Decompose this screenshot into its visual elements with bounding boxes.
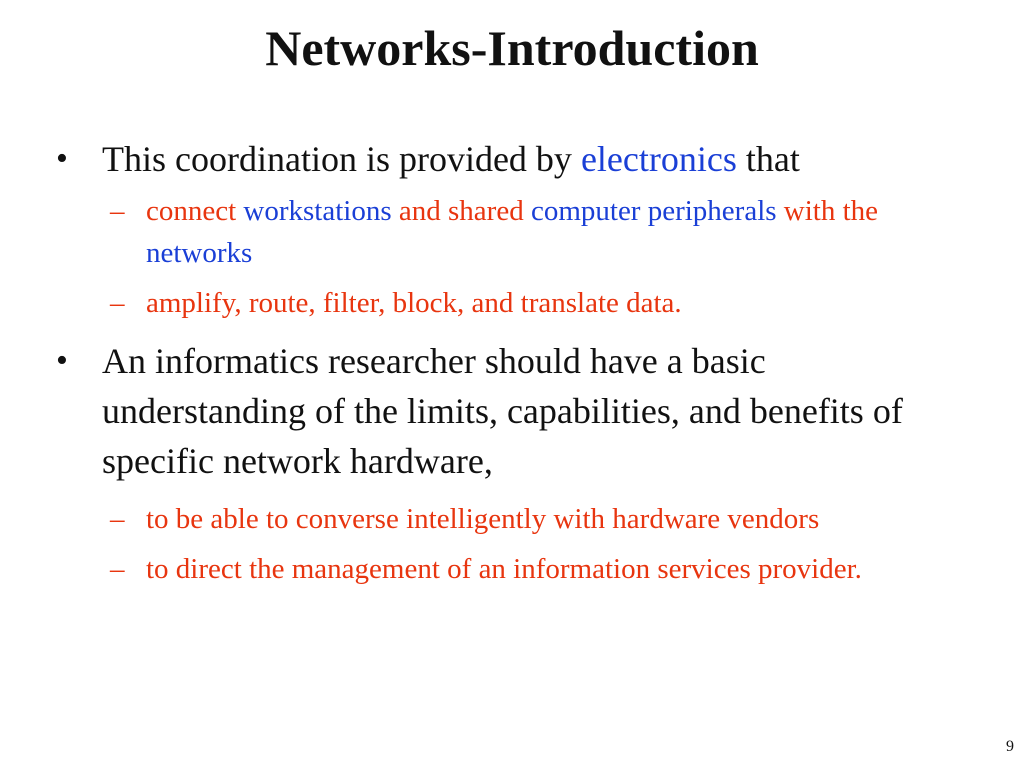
sub-bullet-text: to direct the management of an information services provider. xyxy=(146,553,862,585)
sub-bullet-segment: connect xyxy=(146,195,244,227)
sub-bullet-highlight-segment: workstations xyxy=(243,195,392,227)
sub-bullet-segment: with the xyxy=(776,195,879,227)
sub-bullet-item xyxy=(56,190,936,274)
sub-bullet-marker: – xyxy=(110,503,125,535)
bullet-marker: • xyxy=(56,342,68,379)
sub-bullet-text: amplify, route, filter, block, and translate data. xyxy=(146,287,682,319)
slide-title: Networks-Introduction xyxy=(265,20,759,76)
bullet-text-segment: that xyxy=(736,139,800,179)
sub-bullet-marker: – xyxy=(110,287,125,319)
sub-bullet-highlight-segment: computer peripherals xyxy=(530,195,777,227)
sub-bullet-item xyxy=(56,548,936,590)
sub-bullet-highlight-segment: networks xyxy=(146,237,253,269)
sub-bullet-item xyxy=(56,498,936,540)
sub-bullet-segment: and shared xyxy=(391,195,531,227)
sub-bullet-marker: – xyxy=(110,553,125,585)
slide-content xyxy=(56,134,936,590)
sub-bullet-item xyxy=(56,282,936,324)
page-number: 9 xyxy=(1006,738,1014,755)
bullet-item xyxy=(56,134,936,184)
sub-bullet-text: to be able to converse intelligently with hardware vendors xyxy=(146,503,820,535)
bullet-marker: • xyxy=(56,140,68,177)
bullet-text-segment: This coordination is provided by xyxy=(102,139,581,179)
sub-bullet-marker: – xyxy=(110,195,125,227)
bullet-highlight-segment: electronics xyxy=(580,139,737,179)
bullet-item xyxy=(56,336,936,486)
bullet-text: An informatics researcher should have a basic understanding of the limits, capabilities, and benefits of specific network hardware, xyxy=(102,341,903,481)
